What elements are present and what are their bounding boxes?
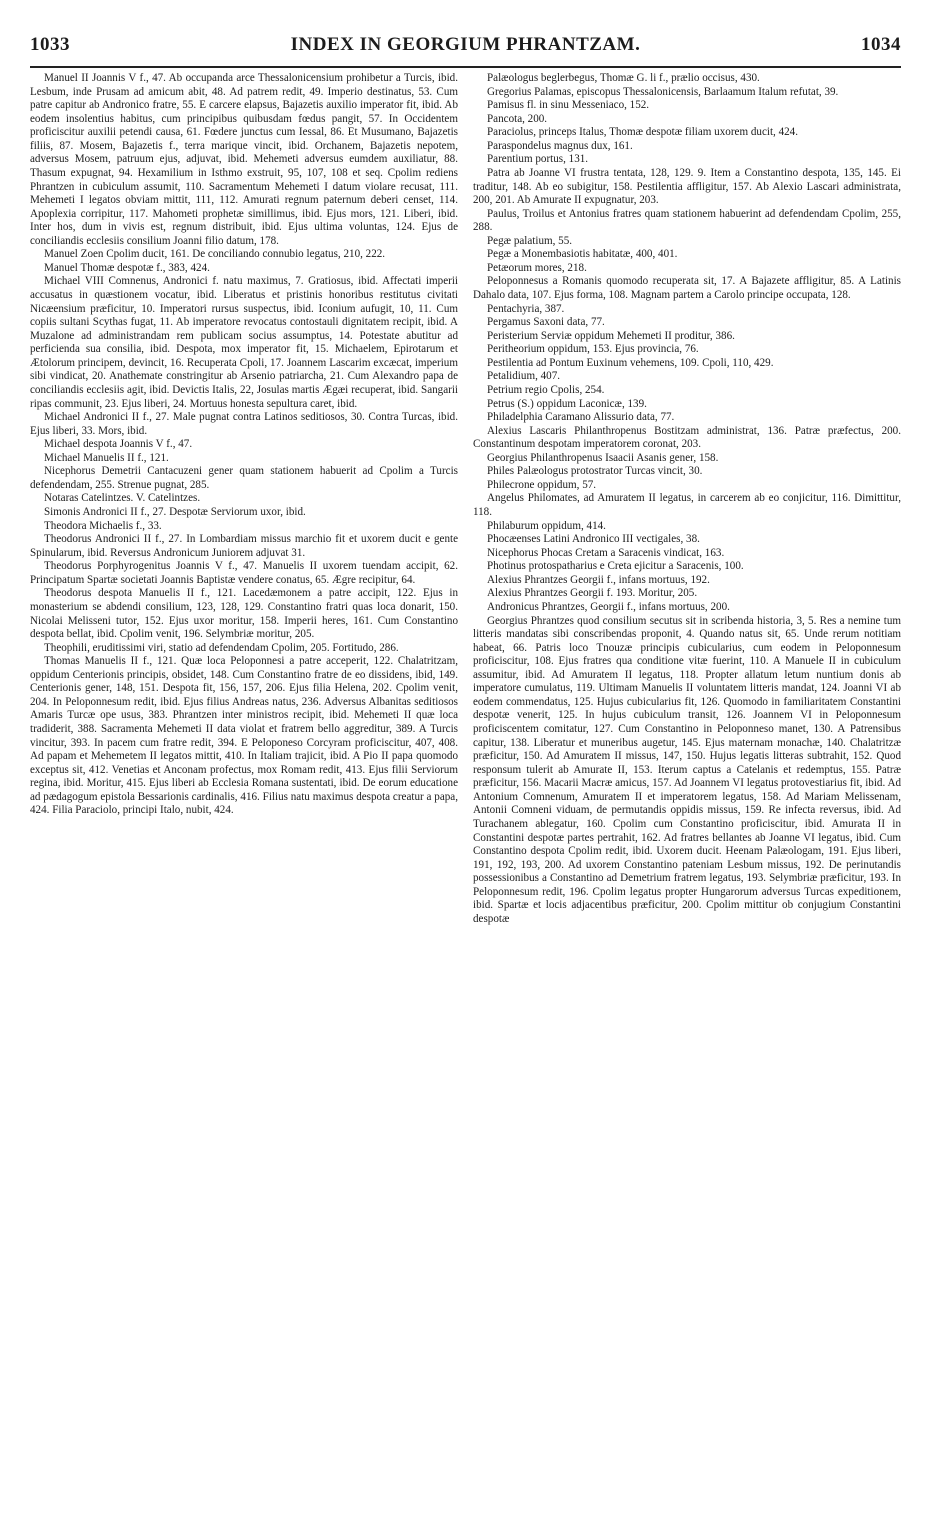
index-entry: Michael Andronici II f., 27. Male pugnat contra Latinos seditiosos, 30. Contra Turcas, ibid. Ejus liberi, 33. Mors, ibid. (30, 411, 458, 437)
index-entry: Notaras Catelintzes. V. Catelintzes. (44, 492, 201, 505)
index-entry: Pestilentia ad Pontum Euxinum vehemens, 109. Cpoli, 110, 429. (487, 356, 774, 369)
index-entry: Alexius Lascaris Philanthropenus Bostitzam administrat, 136. Patræ præfectus, 200. Constantinum despotam imperatorem coronat, 203. (473, 424, 901, 451)
index-entry: Angelus Philomates, ad Amuratem II legatus, in carcerem ab eo conjicitur, 116. Dimittitur, 118. (473, 492, 901, 518)
header-rule (30, 66, 901, 68)
index-entry: Paraciolus, princeps Italus, Thomæ despotæ filiam uxorem ducit, 424. (487, 126, 798, 139)
page-number-left: 1033 (30, 34, 70, 55)
index-entry: Philaburum oppidum, 414. (487, 519, 606, 532)
page-number-right: 1034 (861, 34, 901, 55)
index-entry: Nicephorus Demetrii Cantacuzeni gener quam stationem habuerit ad Cpolim a Turcis defendendam, 255. Strenue pugnat, 285. (30, 465, 458, 491)
index-entry: Gregorius Palamas, episcopus Thessalonicensis, Barlaamum Italum refutat, 39. (487, 85, 839, 98)
index-entry: Nicephorus Phocas Cretam a Saracenis vindicat, 163. (487, 546, 725, 559)
index-entry: Michael VIII Comnenus, Andronici f. natu maximus, 7. Gratiosus, ibid. Affectati imperii accusatus in quæstionem vocatur, ibid. Liberatus et pristinis honoribus restitutus civitati Nicæensium præficitur, 10. Imperatori rursus suspectus, ibid. Iconium aufugit, 10, 11. Cum copiis sultani Scythas fugat, 11. Ab imperatore revocatus contostauli dignitatem recipit, ibid. A Muzalone ad administrandam rem publicam socius assumptus, 14. Potestate abutitur ad perficienda sua consilia, ibid. Despota, mox imperator fit, 15. Michaelem, Epirotarum et Ætolorum principem, devincit, 16. Recuperata Cpoli, 17. Joannem Lascarim excæcat, imperium sibi vindicat, 20. Anathemate constringitur ab Arsenio patriarcha, 21. Cum Alexandro papa de conciliandis ecclesiis agit, ibid. Devictis Italis, 22, Josulas martis Ægæi recuperat, ibid. Sangarii ripas communit, 23. Ejus liberi, 24. Mortuus honesta sepultura caret, ibid. (30, 275, 458, 410)
index-entry: Petalidium, 407. (487, 370, 561, 383)
index-entry: Pentachyria, 387. (487, 302, 565, 315)
index-entry: Paraspondelus magnus dux, 161. (487, 139, 633, 152)
index-entry: Pegæ a Monembasiotis habitatæ, 400, 401. (487, 248, 678, 261)
index-entry: Alexius Phrantzes Georgii f. 193. Moritur, 205. (487, 587, 698, 600)
index-entry: Philadelphia Caramano Alissurio data, 77. (487, 411, 675, 424)
index-entry: Manuel Thomæ despotæ f., 383, 424. (44, 261, 210, 274)
index-entry: Theodorus despota Manuelis II f., 121. Lacedæmonem a patre accipit, 122. Ejus in monasterium se abdendi consilium, 123, 128, 129. Constantino fratri quas loca donarit, 150. Nicolai Melisseni tutor, 152. Ejus uxor moritur, 158. Imperii heres, 161. Cum Constantino despota bellat, ibid. Cpolim venit, 196. Selymbriæ moritur, 205. (30, 587, 458, 641)
index-entry: Phocæenses Latini Andronico III vectigales, 38. (487, 533, 700, 546)
index-column-left (30, 72, 458, 926)
index-column-right (473, 72, 901, 926)
index-entry: Michael despota Joannis V f., 47. (44, 438, 193, 451)
index-entry: Patra ab Joanne VI frustra tentata, 128, 129. 9. Item a Constantino despota, 135, 145. Ei traditur, 148. Ab eo subigitur, 158. Pestilentia affligitur, 157. Ab Alexio Lascari administrata, 200, 201. Ab Amurate II expugnatur, 203. (473, 166, 901, 207)
index-entry: Pamisus fl. in sinu Messeniaco, 152. (487, 99, 650, 112)
index-entry: Palæologus beglerbegus, Thomæ G. li f., prælio occisus, 430. (487, 72, 760, 84)
index-entry: Petrus (S.) oppidum Laconicæ, 139. (487, 397, 647, 410)
index-entry: Alexius Phrantzes Georgii f., infans mortuus, 192. (487, 573, 710, 586)
index-entry: Peloponnesus a Romanis quomodo recuperata sit, 17. A Bajazete affligitur, 85. A Latinis Dahalo data, 107. Ejus forma, 108. Magnam partem a Carolo principe occupata, 128. (473, 275, 901, 301)
index-entry: Theodorus Porphyrogenitus Joannis V f., 47. Manuelis II uxorem tuendam accipit, 62. Principatum Spartæ societati Joannis Baptistæ vendere conatus, 65. Ægre recipitur, 64. (30, 560, 458, 586)
index-entry: Parentium portus, 131. (487, 153, 589, 166)
index-entry: Peristerium Serviæ oppidum Mehemeti II proditur, 386. (487, 329, 735, 342)
index-entry: Pegæ palatium, 55. (487, 234, 573, 247)
index-columns (30, 72, 901, 926)
index-entry: Paulus, Troilus et Antonius fratres quam stationem habuerint ad defendendam Cpolim, 255, 288. (473, 207, 901, 234)
index-entry: Photinus protospatharius e Creta ejicitur a Saracenis, 100. (487, 560, 744, 573)
index-entry: Manuel Zoen Cpolim ducit, 161. De conciliando connubio legatus, 210, 222. (44, 248, 386, 261)
index-entry: Theodora Michaelis f., 33. (44, 519, 162, 532)
index-entry: Michael Manuelis II f., 121. (44, 451, 169, 464)
index-entry: Philes Palæologus protostrator Turcas vincit, 30. (487, 465, 703, 478)
index-entry: Andronicus Phrantzes, Georgii f., infans mortuus, 200. (487, 600, 730, 613)
index-entry: Peritheorium oppidum, 153. Ejus provincia, 76. (487, 343, 699, 356)
running-header (30, 34, 901, 64)
index-entry: Theodorus Andronici II f., 27. In Lombardiam missus marchio fit et uxorem ducit e gente Spinularum, ibid. Reversus Andronicum Juniorem adjuvat 31. (30, 533, 458, 559)
index-entry: Simonis Andronici II f., 27. Despotæ Serviorum uxor, ibid. (44, 506, 306, 518)
index-entry: Pancota, 200. (487, 112, 548, 125)
index-entry: Thomas Manuelis II f., 121. Quæ loca Peloponnesi a patre acceperit, 122. Chalatritzam, oppidum Centerionis principis, obsidet, 148. Cum Constantino fratre de eo dissidens, ibid, 149. Centerionis gener, 148, 151. Despota fit, 156, 157, 206. Ejus filia Helena, 202. Cpolim venit, 204. In Peloponnesum redit, ibid. Ejus filius Andreas natus, 236. Adversus Albanitas seditiosos Amaris Turcæ ope usus, 383. Phrantzen inter ministros recipit, ibid. Mehemeti II quæ loca tradiderit, 388. Sacramenta Mehemeti II data violat et fratrem bello aggreditur, 389. A Turcis vincitur, 393. In pacem cum fratre redit, 394. E Peloponeso Corcyram proficiscitur, 407, 408. Ad papam et Mehemetem II legatos mittit, 410. In Italiam trajicit, ibid. A Pio II papa quomodo exceptus sit, 412. Venetias et Anconam profectus, mox Romam redit, 413. Ejus filii Serviorum regina, ibid. Moritur, 415. Ejus liberi ab Ecclesia Romana sustentati, ibid. De eorum educatione ad pædagogum epistola Bessarionis cardinalis, 416. Filius natu maximus despota creatur a papa, 424. Filia Paraciolo, principi Italo, nubit, 424. (30, 655, 458, 817)
index-entry: Petrium regio Cpolis, 254. (487, 383, 605, 396)
index-entry: Georgius Philanthropenus Isaacii Asanis gener, 158. (487, 451, 719, 464)
index-entry: Petæorum mores, 218. (487, 261, 587, 274)
index-entry: Georgius Phrantzes quod consilium secutus sit in scribenda historia, 3, 5. Res a nemine tum litteris mandatas sibi conscribendas proponit, 4. Quando natus sit, 65. Unde rerum notitiam habeat, 66. Patris loco Tnouzæ principis cubicularius, cum eodem in Peloponnesum proficiscitur, 108. Ejus fratres qua conditione vitæ fuerint, 110. A Manuele II in cubiculum assumitur, ibid. Ad Amuratem II legatus, 118. Propter allatum letum nuntium donis ab imperatore cumulatus, 119. Ultimam Manuelis II voluntatem litteris mandat, 124. Joanni VI ab eodem commendatus, 125. Hujus cubicularius fit, 126. Quomodo in familiaritatem Constantini despotæ venerit, 125. In hujus cubiculum transit, 126. Joannem VI in Peloponnesum proficiscentem comitatur, 127. Cum Constantino in Peloponneso manet, 130. A Patrensibus capitur, 138. Liberatur et muneribus augetur, 145. Ejus maternam monachæ, 140. Chalatritzæ præficitur, 150. Ad Amuratem II missus, 147, 150. Hujus legatis litteras subtrahit, 152. Quod responsum tulerit ab Amurate II, 153. Iterum captus a Catelanis et redemptus, 155. Patræ præficitur, 156. Macarii Macræ amicus, 157. Ad Joannem VI legatus protovestiarius fit, ibid. Ad Antonium Comnenum, Amuratem II et imperatorem legatus, 158. Ad Mariam Melissenam, Antonii Comneni viduam, de permutandis oppidis missus, 159. Re infecta reversus, ibid. Ad Turachanem ablegatur, 160. Cpolim cum Constantino proficiscitur, ibid. Amurata II in Constantini despotæ partes pertrahit, 162. Ad fratres bellantes ab Joanne VI legatus, ibid. Cum Constantino despota Cpolim redit, ibid. Uxorem ducit. Heenam Palæologam, 191. Ejus liberi, 191, 192, 193, 200. Ad uxorem Constantino pateniam Lesbum missus, 192. De perinutandis possessionibus a Constantino ad Demetrium fratrem legatus, 193. Selymbriæ præficitur, 193. In Peloponnesum redit, 196. Cpolim legatus propter Hungarorum adversus Turcas expeditionem, ibid. Spartæ et locis adjacentibus præficitur, 200. Cpolim mittitur ob conjugium Constantini despotæ (473, 614, 901, 925)
index-entry: Pergamus Saxoni data, 77. (487, 316, 605, 329)
index-entry: Philecrone oppidum, 57. (487, 478, 597, 491)
index-entry: Manuel II Joannis V f., 47. Ab occupanda arce Thessalonicensium prohibetur a Turcis, ibid. Lesbum, inde Prusam ad amicum abit, 48. Ad patrem redit, 49. Imperio destinatus, 53. Cum patre capitur ab Andronico fratre, 55. E carcere elapsus, Bajazetis auxilio imperator fit, ibid. Ab eodem insolentius habitus, cum principibus quibusdam fœdus pangit, 57. In Occidentem proficiscitur auxilii petendi causa, 61. Fœdere junctus cum Iessal, 86. Et Musumano, Bajazetis filiis, 87. Mosem, Bajazetis f., terra marique vincit, ibid. Orchanem, Bajazetis nepotem, adversus Mosem, patruum ejus, adjuvat, ibid. Mehemeti adversus eumdem auxiliatur, 88. Thasum expugnat, 94. Hexamilium in Isthmo exstruit, 95, 107, 108 et seq. Cpolim rediens Phrantzen in cubiculum assumit, 110. Sacramentum Mehemeti I datum violare recusat, 111. Mehemeti I legatos obviam mittit, 111, 112. Amurati regnum paternum deberi censet, 114. Apoplexia corripitur, 117. Mahometi prophetæ simillimus, ibid. Ejus mors, 121. Liberi, ibid. Inter hos, dum in vivis est, regnum distribuit, ibid. Ejus ultima voluntas, 124. Ejus de conciliandis ecclesiis consilium Joanni filio datum, 178. (30, 72, 458, 247)
index-entry: Theophili, eruditissimi viri, statio ad defendendam Cpolim, 205. Fortitudo, 286. (44, 641, 399, 654)
page-title: INDEX IN GEORGIUM PHRANTZAM. (290, 34, 641, 55)
